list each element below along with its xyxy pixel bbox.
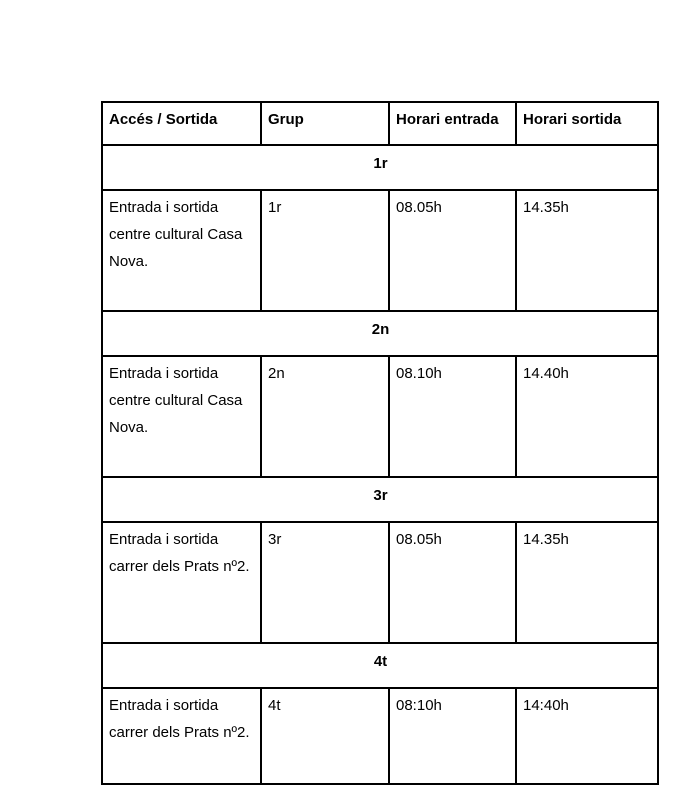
group-cell: 3r bbox=[261, 522, 389, 643]
exit-time-cell: 14.35h bbox=[516, 522, 658, 643]
group-cell: 2n bbox=[261, 356, 389, 477]
header-exit-time: Horari sortida bbox=[516, 102, 658, 145]
header-group: Grup bbox=[261, 102, 389, 145]
access-cell: Entrada i sortida centre cultural Casa Nova. bbox=[102, 356, 261, 477]
group-heading-row bbox=[102, 477, 658, 522]
header-row bbox=[102, 102, 658, 145]
group-cell: 1r bbox=[261, 190, 389, 311]
table-row bbox=[102, 522, 658, 643]
header-entry-time: Horari entrada bbox=[389, 102, 516, 145]
header-access: Accés / Sortida bbox=[102, 102, 261, 145]
exit-time-cell: 14.40h bbox=[516, 356, 658, 477]
group-heading: 2n bbox=[102, 311, 658, 356]
group-heading: 1r bbox=[102, 145, 658, 190]
entry-time-cell: 08.05h bbox=[389, 190, 516, 311]
exit-time-cell: 14.35h bbox=[516, 190, 658, 311]
entry-time-cell: 08:10h bbox=[389, 688, 516, 784]
group-cell: 4t bbox=[261, 688, 389, 784]
group-heading-row bbox=[102, 311, 658, 356]
exit-time-cell: 14:40h bbox=[516, 688, 658, 784]
entry-time-cell: 08.05h bbox=[389, 522, 516, 643]
group-heading: 3r bbox=[102, 477, 658, 522]
table-row bbox=[102, 190, 658, 311]
group-heading: 4t bbox=[102, 643, 658, 688]
schedule-table bbox=[101, 101, 659, 785]
group-heading-row bbox=[102, 145, 658, 190]
access-cell: Entrada i sortida carrer dels Prats nº2. bbox=[102, 688, 261, 784]
group-heading-row bbox=[102, 643, 658, 688]
entry-time-cell: 08.10h bbox=[389, 356, 516, 477]
access-cell: Entrada i sortida centre cultural Casa Nova. bbox=[102, 190, 261, 311]
access-cell: Entrada i sortida carrer dels Prats nº2. bbox=[102, 522, 261, 643]
table-row bbox=[102, 356, 658, 477]
table-row bbox=[102, 688, 658, 784]
